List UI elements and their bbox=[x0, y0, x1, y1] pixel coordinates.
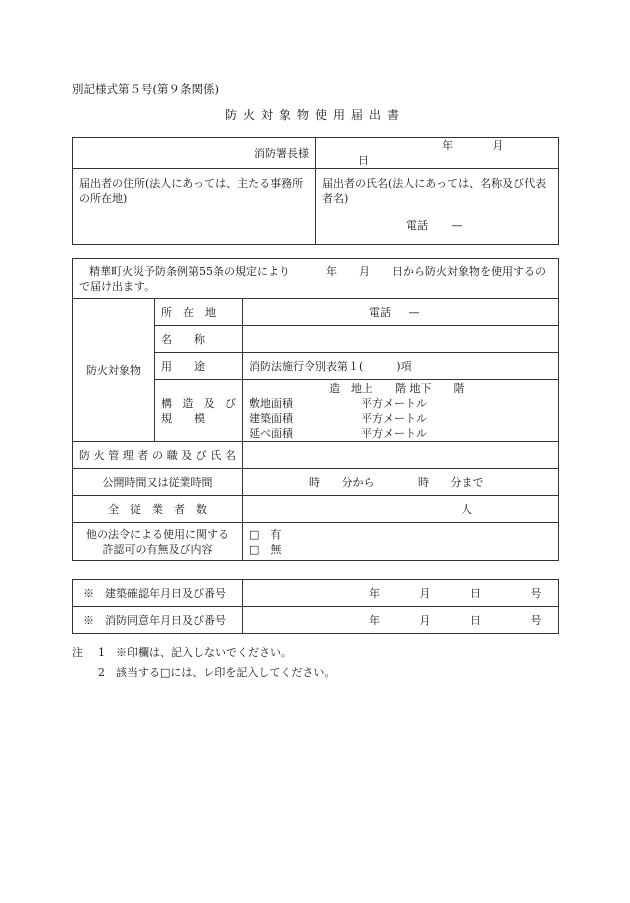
location-value-cell[interactable] bbox=[243, 299, 559, 326]
applicant-address-label: 届出者の住所(法人にあっては、主たる事務所の所在地) bbox=[79, 177, 304, 205]
permit-label-2: 許認可の有無及び内容 bbox=[102, 542, 213, 556]
manager-label-cell bbox=[73, 442, 243, 469]
building-confirm-value-cell bbox=[243, 580, 559, 607]
fire-consent-label-cell bbox=[73, 607, 243, 634]
use-value: 消防法施行令別表第１( )項 bbox=[249, 359, 412, 373]
fire-consent-number: 号 bbox=[530, 613, 542, 627]
applicant-address-cell[interactable] bbox=[73, 169, 316, 245]
hours-label: 公開時間又は従業時間 bbox=[102, 475, 213, 489]
applicant-phone-label: 電話 bbox=[406, 219, 428, 232]
structure-value-cell[interactable] bbox=[243, 380, 559, 442]
date-year: 年 bbox=[442, 139, 453, 152]
property-table bbox=[72, 258, 559, 561]
hours-value-cell[interactable] bbox=[243, 469, 559, 496]
use-label-cell bbox=[155, 353, 243, 380]
floor-area-unit: 平方メートル bbox=[361, 426, 427, 440]
applicant-name-cell[interactable] bbox=[316, 169, 559, 245]
hours-from-min: 分から bbox=[341, 475, 375, 489]
form-id: 別記様式第５号(第９条関係) bbox=[72, 82, 219, 96]
name-label: 名 称 bbox=[161, 332, 205, 346]
structure-label-2: 規 模 bbox=[161, 411, 205, 425]
group-label-cell bbox=[73, 299, 155, 442]
hours-label-cell bbox=[73, 469, 243, 496]
site-area-label: 敷地面積 bbox=[249, 396, 293, 410]
location-label-cell bbox=[155, 299, 243, 326]
structure-label-1: 構造及び bbox=[161, 396, 236, 410]
group-label: 防火対象物 bbox=[86, 363, 141, 377]
permit-value-cell bbox=[243, 523, 559, 561]
building-confirm-month: 月 bbox=[419, 586, 431, 600]
applicant-name-label: 届出者の氏名(法人にあっては、名称及び代表者名) bbox=[322, 177, 547, 205]
permit-label-cell bbox=[73, 523, 243, 561]
building-confirm-year: 年 bbox=[369, 586, 380, 600]
building-confirm-label-cell bbox=[73, 580, 243, 607]
employees-label: 全 従 業 者 数 bbox=[108, 502, 207, 516]
date-cell[interactable] bbox=[316, 138, 559, 169]
name-value-cell[interactable] bbox=[243, 326, 559, 353]
note-1-text: ※印欄は、記入しないでください。 bbox=[116, 646, 292, 659]
note-2-text: 該当する□には、レ印を記入してください。 bbox=[116, 666, 336, 679]
note-2-num: 2 bbox=[98, 666, 105, 679]
name-label-cell bbox=[155, 326, 243, 353]
location-phone: 電話 bbox=[369, 305, 391, 319]
employees-label-cell bbox=[73, 496, 243, 523]
fire-consent-day: 日 bbox=[470, 613, 481, 627]
hours-to-hour: 時 bbox=[418, 475, 429, 489]
fire-consent-label: ※ 消防同意年月日及び番号 bbox=[83, 613, 226, 627]
permit-label-1: 他の法令による使用に関する bbox=[86, 527, 229, 541]
applicant-phone-dash: — bbox=[451, 219, 463, 232]
applicant-table bbox=[72, 137, 559, 245]
note-1-num: 1 bbox=[98, 646, 105, 659]
permit-no-checkbox[interactable]: □ 無 bbox=[249, 542, 282, 556]
floor-area-label: 延べ面積 bbox=[249, 426, 293, 440]
document-title: 防火対象物使用届出書 bbox=[224, 108, 405, 122]
use-value-cell[interactable] bbox=[243, 353, 559, 380]
building-confirm-day: 日 bbox=[470, 586, 481, 600]
intro-cell bbox=[73, 259, 559, 299]
hours-to-min: 分まで bbox=[450, 475, 484, 489]
location-label: 所 在 地 bbox=[161, 305, 216, 319]
date-day: 日 bbox=[358, 154, 369, 167]
building-confirm-label: ※ 建築確認年月日及び番号 bbox=[83, 586, 226, 600]
site-area-unit: 平方メートル bbox=[361, 396, 427, 410]
employees-value-cell[interactable] bbox=[243, 496, 559, 523]
building-confirm-number: 号 bbox=[530, 586, 542, 600]
notes-label: 注 bbox=[72, 646, 83, 659]
intro-month: 月 bbox=[359, 264, 370, 278]
hours-from-hour: 時 bbox=[309, 475, 320, 489]
intro-year: 年 bbox=[326, 264, 337, 278]
intro-part2: 日から防火対象物を使用するので届け出ます。 bbox=[79, 264, 546, 293]
official-use-table bbox=[72, 579, 559, 634]
structure-label-cell bbox=[155, 380, 243, 442]
notes bbox=[72, 643, 335, 683]
manager-value-cell[interactable] bbox=[243, 442, 559, 469]
fire-consent-value-cell bbox=[243, 607, 559, 634]
employees-unit: 人 bbox=[461, 502, 472, 516]
location-dash: — bbox=[408, 305, 420, 319]
addressee: 消防署長様 bbox=[254, 146, 309, 160]
use-label: 用 途 bbox=[161, 359, 205, 373]
fire-consent-month: 月 bbox=[419, 613, 431, 627]
permit-yes-checkbox[interactable]: □ 有 bbox=[249, 527, 282, 541]
date-month: 月 bbox=[492, 139, 504, 152]
fire-consent-year: 年 bbox=[369, 613, 380, 627]
addressee-cell bbox=[73, 138, 316, 169]
manager-label: 防火管理者の職及び氏名 bbox=[79, 448, 236, 462]
building-area-unit: 平方メートル bbox=[361, 411, 427, 425]
structure-line1: 造 地上 階 地下 階 bbox=[329, 381, 465, 395]
building-area-label: 建築面積 bbox=[249, 411, 293, 425]
intro-part1: 精華町火災予防条例第55条の規定により bbox=[89, 264, 290, 278]
